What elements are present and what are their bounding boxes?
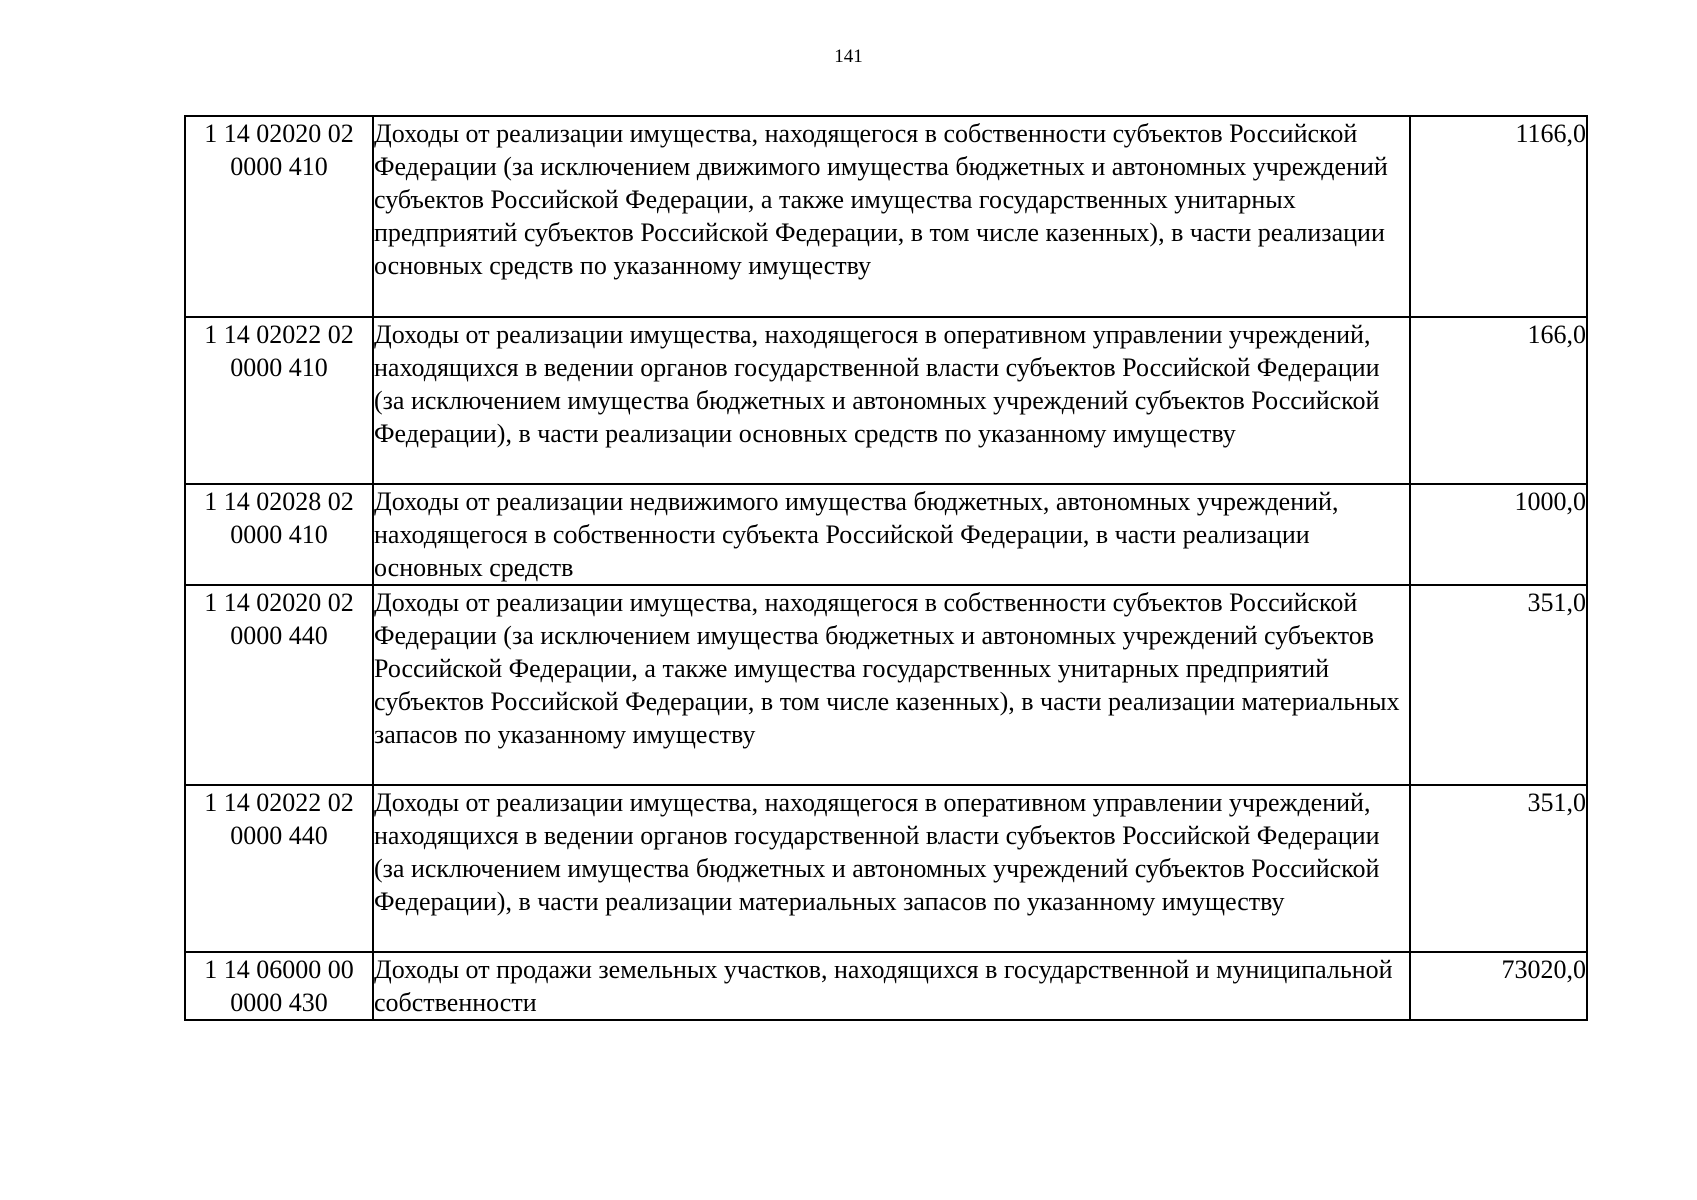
revenue-amount: 1166,0 xyxy=(1410,116,1587,317)
revenue-code-line: 0000 430 xyxy=(230,988,328,1017)
revenue-code-line: 0000 410 xyxy=(230,152,328,181)
revenue-table xyxy=(184,115,1588,1021)
revenue-code-line: 0000 410 xyxy=(230,520,328,549)
revenue-code-line: 1 14 02022 02 xyxy=(204,788,354,817)
revenue-description: Доходы от реализации имущества, находящегося в оперативном управлении учреждений, находящихся в ведении органов государственной власти субъектов Российской Федерации (за исключением имущества бюджетных и автономных учреждений субъектов Российской Федерации), в части реализации материальных запасов по указанному имуществу xyxy=(373,785,1410,952)
revenue-description: Доходы от продажи земельных участков, находящихся в государственной и муниципальной собственности xyxy=(373,952,1410,1020)
revenue-amount: 73020,0 xyxy=(1410,952,1587,1020)
revenue-code-line: 1 14 02020 02 xyxy=(204,588,354,617)
revenue-amount: 166,0 xyxy=(1410,317,1587,484)
table-row xyxy=(185,116,1587,317)
revenue-code-cell xyxy=(185,116,373,317)
revenue-code-line: 0000 410 xyxy=(230,353,328,382)
revenue-code-cell xyxy=(185,952,373,1020)
revenue-code-line: 0000 440 xyxy=(230,621,328,650)
revenue-code-line: 1 14 02022 02 xyxy=(204,320,354,349)
revenue-code-line: 1 14 02028 02 xyxy=(204,487,354,516)
table-row xyxy=(185,317,1587,484)
page-number: 141 xyxy=(834,46,863,67)
revenue-code-cell xyxy=(185,785,373,952)
table-row xyxy=(185,785,1587,952)
revenue-amount: 1000,0 xyxy=(1410,484,1587,585)
revenue-description: Доходы от реализации недвижимого имущества бюджетных, автономных учреждений, находящегося в собственности субъекта Российской Федерации, в части реализации основных средств xyxy=(373,484,1410,585)
table-row xyxy=(185,484,1587,585)
revenue-code-cell xyxy=(185,585,373,785)
revenue-description: Доходы от реализации имущества, находящегося в собственности субъектов Российской Федерации (за исключением движимого имущества бюджетных и автономных учреждений субъектов Российской Федерации, а также имущества государственных унитарных предприятий субъектов Российской Федерации, в том числе казенных), в части реализации основных средств по указанному имуществу xyxy=(373,116,1410,317)
revenue-code-cell xyxy=(185,484,373,585)
revenue-description: Доходы от реализации имущества, находящегося в собственности субъектов Российской Федерации (за исключением имущества бюджетных и автономных учреждений субъектов Российской Федерации, а также имущества государственных унитарных предприятий субъектов Российской Федерации, в том числе казенных), в части реализации материальных запасов по указанному имуществу xyxy=(373,585,1410,785)
table-row xyxy=(185,952,1587,1020)
table-row xyxy=(185,585,1587,785)
revenue-amount: 351,0 xyxy=(1410,585,1587,785)
revenue-code-cell xyxy=(185,317,373,484)
revenue-code-line: 1 14 06000 00 xyxy=(204,955,354,984)
revenue-code-line: 1 14 02020 02 xyxy=(204,119,354,148)
revenue-code-line: 0000 440 xyxy=(230,821,328,850)
revenue-amount: 351,0 xyxy=(1410,785,1587,952)
revenue-description: Доходы от реализации имущества, находящегося в оперативном управлении учреждений, находящихся в ведении органов государственной власти субъектов Российской Федерации (за исключением имущества бюджетных и автономных учреждений субъектов Российской Федерации), в части реализации основных средств по указанному имуществу xyxy=(373,317,1410,484)
